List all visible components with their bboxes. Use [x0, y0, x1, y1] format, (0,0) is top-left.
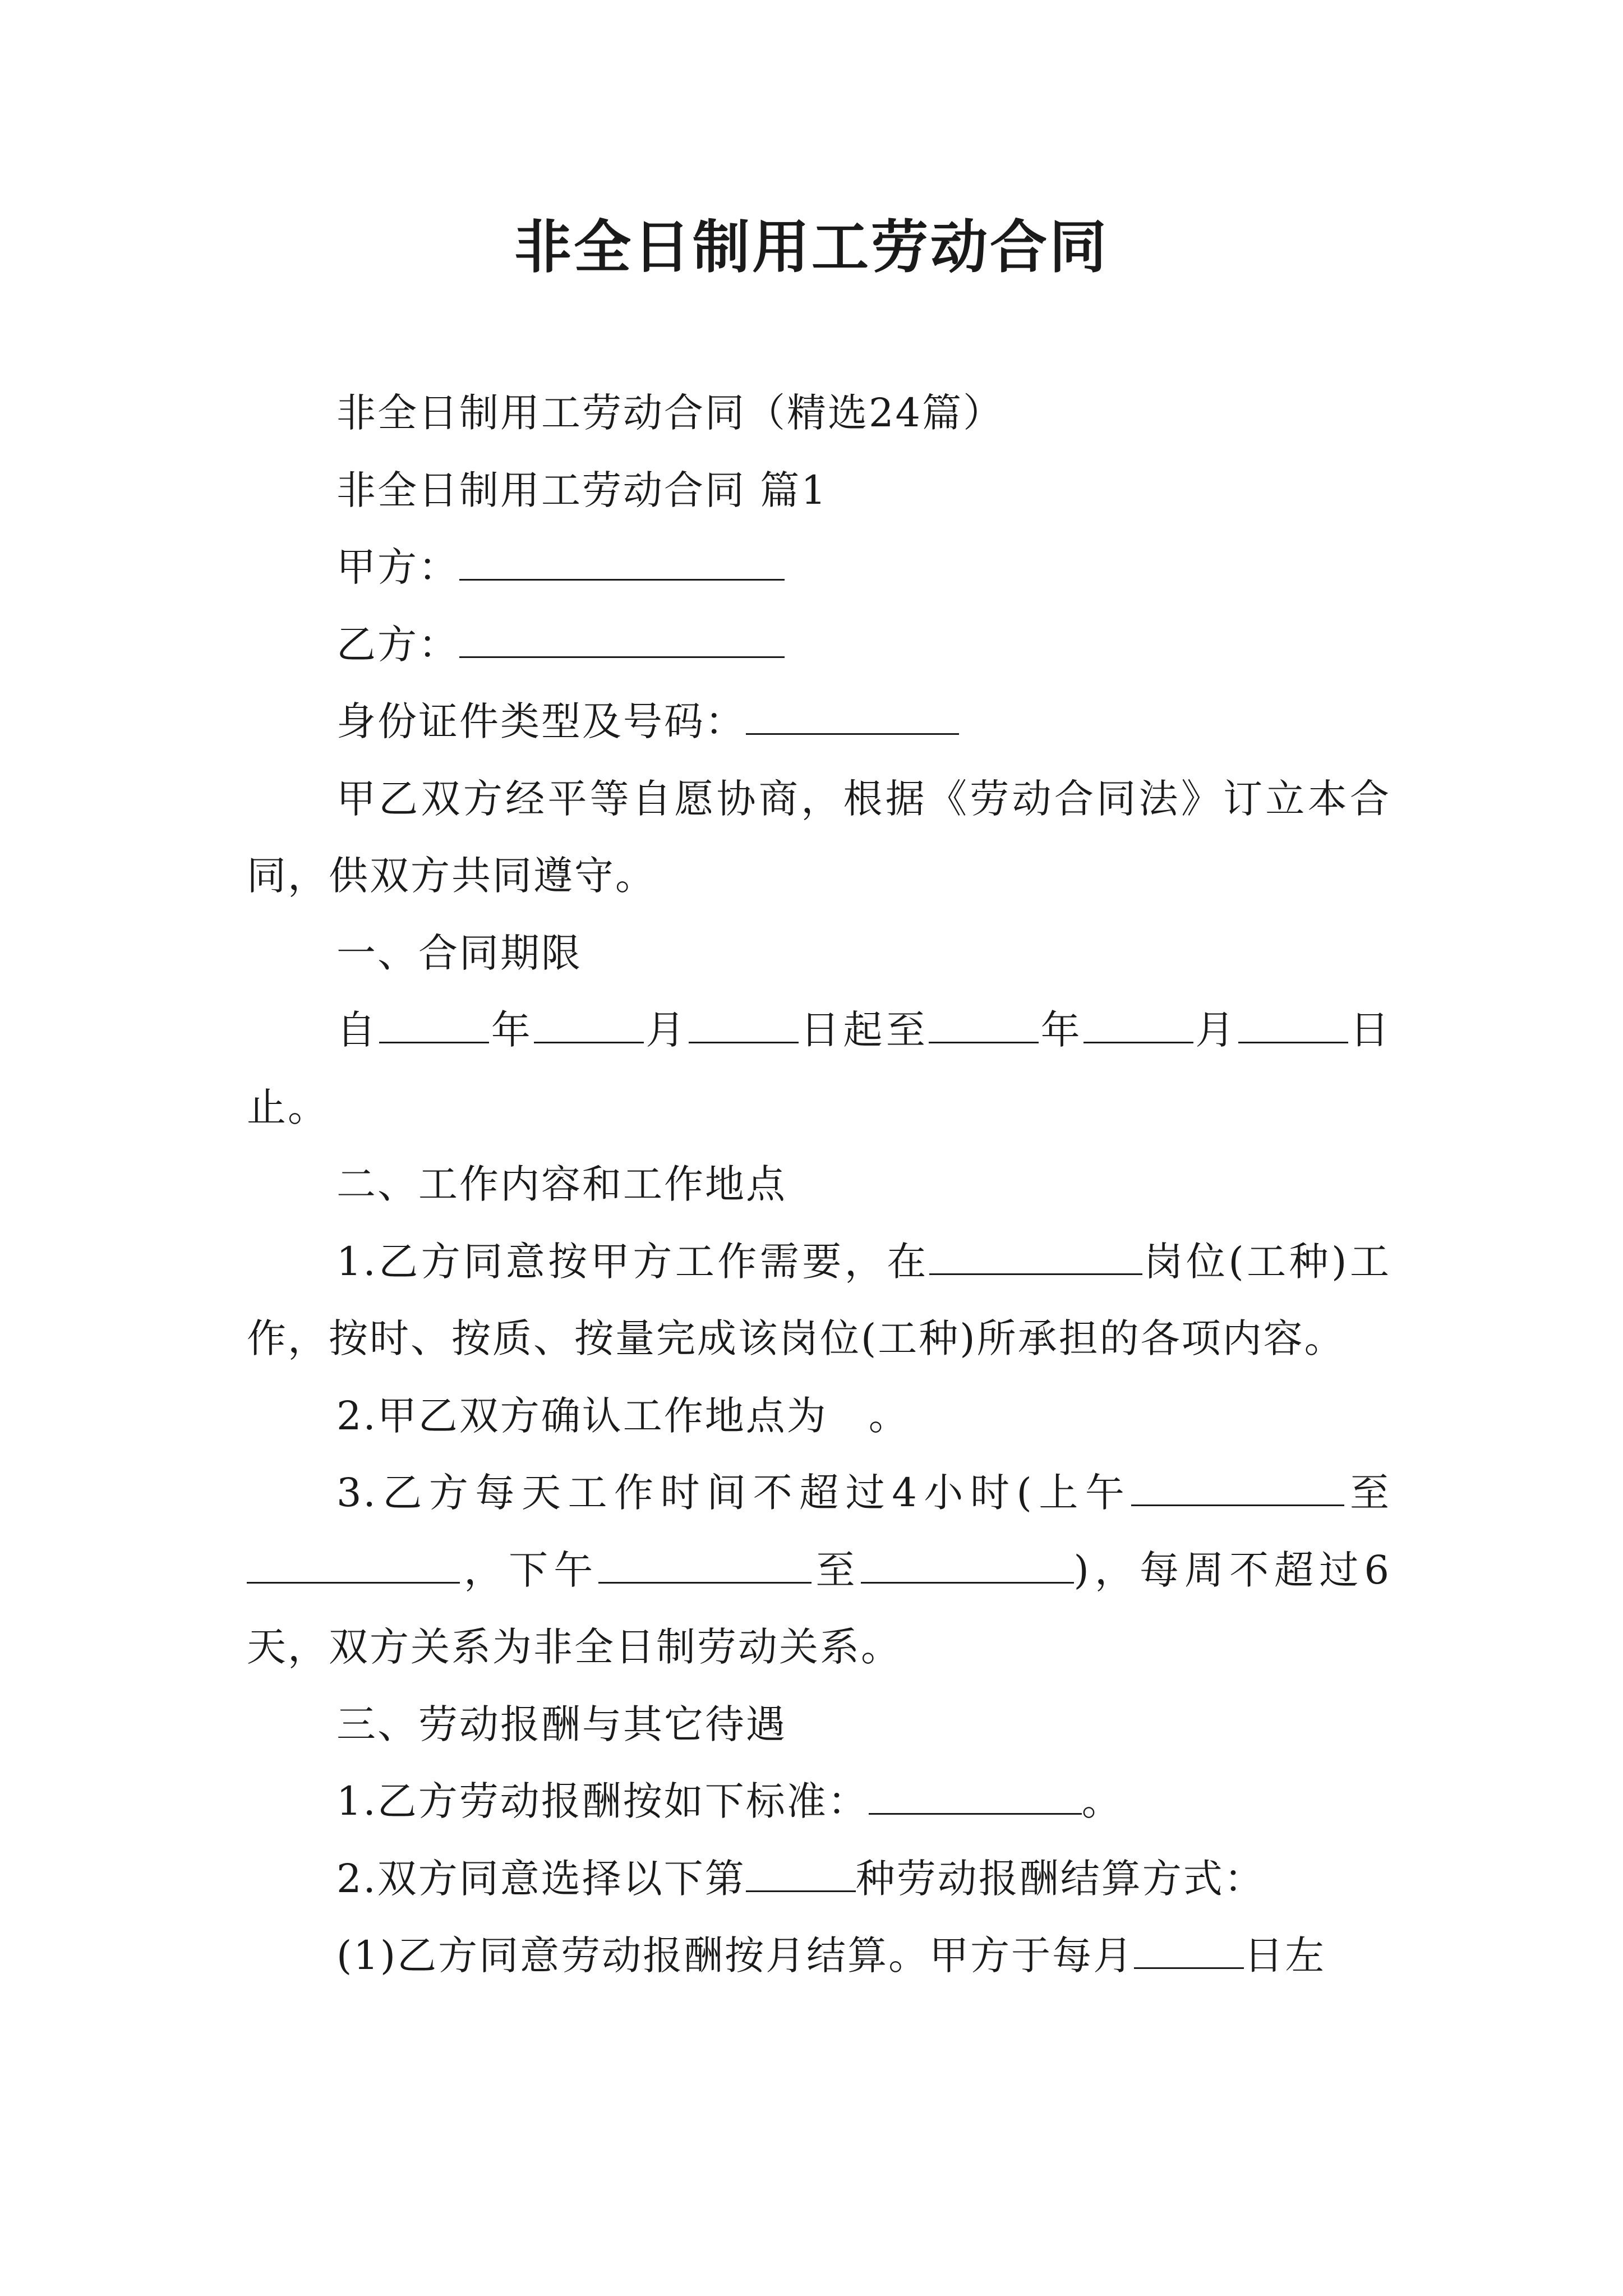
section2-heading: 二、工作内容和工作地点: [336, 1161, 787, 1207]
item-3-1-text: 1.乙方劳动报酬按如下标准：: [336, 1778, 869, 1824]
term-blank: [929, 1010, 1039, 1043]
item-3-1-text: 。: [1081, 1778, 1123, 1824]
party-b-blank: [459, 625, 785, 658]
term-text: 月: [644, 1007, 689, 1053]
item-2-3-text: 3.乙方每天工作时间不超过4小时(上午: [336, 1470, 1132, 1516]
time-blank: [598, 1550, 811, 1584]
term-blank: [534, 1010, 644, 1043]
section1-heading: 一、合同期限: [336, 930, 582, 976]
party-a-blank: [459, 547, 785, 581]
item-3-3-text: 日左: [1244, 1932, 1326, 1978]
item-2-3-text: )，每周不超过6天，双方关系为非全日制劳动关系。: [247, 1547, 1391, 1670]
item-3-1: [247, 1763, 1391, 1841]
item-3-3: [247, 1917, 1391, 1995]
term-text: 日起至: [798, 1007, 929, 1053]
option-blank: [746, 1859, 856, 1892]
term-blank: [379, 1010, 489, 1043]
id-label: 身份证件类型及号码：: [336, 698, 746, 744]
id-blank: [746, 702, 959, 735]
party-a-label: 甲方：: [336, 544, 459, 590]
item-3-3-text: (1)乙方同意劳动报酬按月结算。甲方于每月: [336, 1932, 1135, 1978]
term-text: 年: [489, 1007, 534, 1053]
party-b-label: 乙方：: [336, 621, 459, 668]
item-2-1: [247, 1223, 1391, 1378]
item-2-3: [247, 1455, 1391, 1686]
item-2-3-text: ，下午: [460, 1547, 599, 1593]
contract-term-paragraph: [247, 992, 1391, 1146]
position-blank: [929, 1242, 1142, 1275]
document-body: [247, 375, 1391, 1995]
item-2-1-text: 岗位(工种)工作，按时、按质、按量完成该岗位(工种)所承担的各项内容。: [247, 1238, 1391, 1361]
time-blank: [861, 1550, 1074, 1584]
day-blank: [1134, 1936, 1244, 1969]
time-blank: [247, 1550, 460, 1584]
party-a-line: [247, 529, 1391, 606]
term-text: 年: [1039, 1007, 1083, 1053]
item-2-3-text: 至: [1344, 1470, 1391, 1516]
id-line: [247, 683, 1391, 761]
term-blank: [1083, 1010, 1193, 1043]
item-3-2-text: 2.双方同意选择以下第: [336, 1855, 746, 1902]
pay-standard-blank: [869, 1782, 1082, 1815]
party-b-line: [247, 606, 1391, 684]
chapter-line: 非全日制用工劳动合同 篇1: [336, 467, 828, 513]
term-text: 日止。: [247, 1007, 1391, 1130]
item-2-1-text: 1.乙方同意按甲方工作需要，在: [336, 1238, 929, 1285]
item-3-2: [247, 1841, 1391, 1918]
section3-heading: 三、劳动报酬与其它待遇: [336, 1701, 787, 1747]
item-3-2-text: 种劳动报酬结算方式：: [855, 1855, 1265, 1902]
term-text: 月: [1193, 1007, 1238, 1053]
document-title: 非全日制用工劳动合同: [514, 214, 1109, 281]
item-2-3-text: 至: [811, 1547, 861, 1593]
term-text: 自: [336, 1007, 380, 1053]
item-2-2: 2.甲乙双方确认工作地点为 。: [336, 1392, 910, 1439]
term-blank: [1238, 1010, 1348, 1043]
term-blank: [689, 1010, 799, 1043]
intro-paragraph: 甲乙双方经平等自愿协商，根据《劳动合同法》订立本合同，供双方共同遵守。: [247, 775, 1391, 899]
subtitle-line: 非全日制用工劳动合同（精选24篇）: [336, 390, 1004, 436]
time-blank: [1131, 1473, 1344, 1506]
